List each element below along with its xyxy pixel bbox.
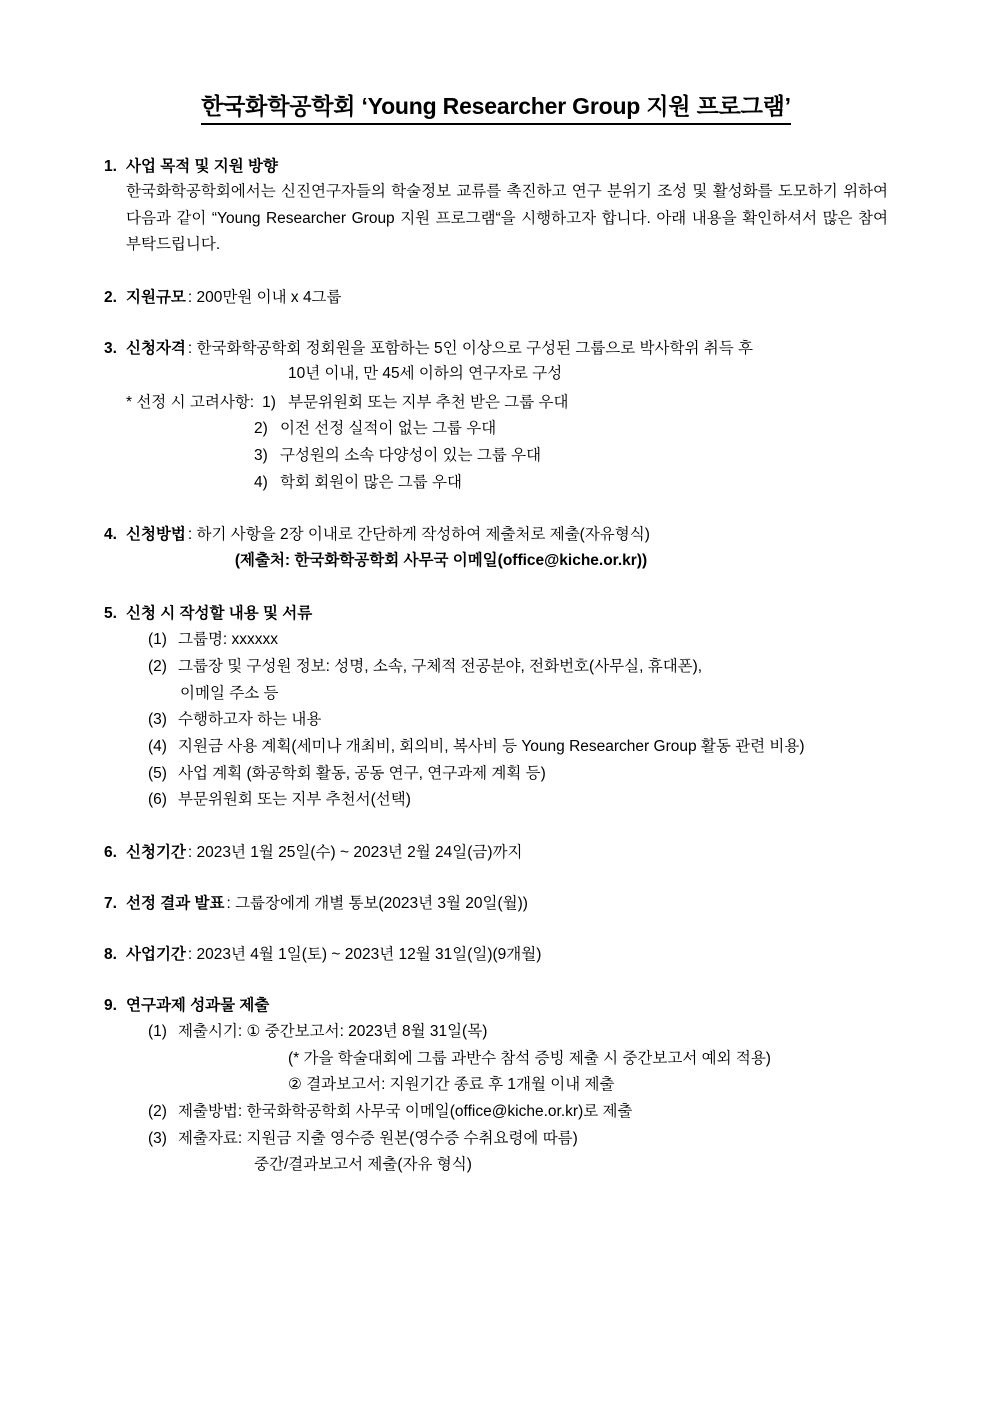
section-3-note-text-4: 학회 회원이 많은 그룹 우대 <box>280 473 462 491</box>
section-5 <box>104 602 888 814</box>
list-item <box>104 627 888 654</box>
section-4-number: 4. <box>104 526 117 544</box>
section-1 <box>104 155 888 259</box>
section-3-note-marker-1: 1) <box>262 393 276 411</box>
section-3-note-label: * 선정 시 고려사항: <box>126 393 255 411</box>
section-9-item-note-1: (* 가을 학술대회에 그룹 과반수 참석 증빙 제출 시 중간보고서 예외 적용) <box>288 1049 771 1067</box>
section-8-heading <box>104 943 888 967</box>
section-7-heading <box>104 892 888 916</box>
section-1-paragraph: 한국화학공학회에서는 신진연구자들의 학술정보 교류를 촉진하고 연구 분위기 조성 및 활성화를 도모하기 위하여 다음과 같이 “Young Researcher Group 지원 프로그램“을 시행하고자 합니다. 아래 내용을 확인하셔서 많은 참여 부탁드립니다. <box>126 183 888 254</box>
list-item <box>104 1099 888 1126</box>
section-3-note-text-1: 부문위원회 또는 지부 추천 받은 그룹 우대 <box>288 393 569 411</box>
section-2-number: 2. <box>104 288 117 306</box>
section-3-value: : 한국화학공학회 정회원을 포함하는 5인 이상으로 구성된 그룹으로 박사학위 취득 후 <box>187 340 753 357</box>
section-5-item-text-4: 지원금 사용 계획(세미나 개최비, 회의비, 복사비 등 Young Researcher Group 활동 관련 비용) <box>178 737 805 755</box>
section-6 <box>104 841 888 865</box>
section-8-label: 사업기간 <box>126 945 186 963</box>
section-9-item-3-continuation: 중간/결과보고서 제출(자유 형식) <box>254 1156 472 1174</box>
section-4-value: : 하기 사항을 2장 이내로 간단하게 작성하여 제출처로 제출(자유형식) <box>187 526 650 544</box>
section-7-label: 선정 결과 발표 <box>126 894 225 912</box>
section-5-item-text-2: 그룹장 및 구성원 정보: 성명, 소속, 구체적 전공분야, 전화번호(사무실, 휴대폰), <box>178 657 703 675</box>
section-3-note-row-2 <box>104 416 888 443</box>
section-3 <box>104 337 888 496</box>
section-3-note-marker-3: 3) <box>254 446 268 464</box>
section-5-item-marker-1: (1) <box>148 631 167 649</box>
section-5-label: 신청 시 작성할 내용 및 서류 <box>126 605 313 623</box>
section-4-submission-contact: (제출처: 한국화학공학회 사무국 이메일(office@kiche.or.kr)) <box>234 552 648 570</box>
section-6-number: 6. <box>104 843 117 861</box>
section-3-number: 3. <box>104 340 117 357</box>
section-5-item-text-1: 그룹명: xxxxxx <box>178 631 279 649</box>
section-3-note-text-3: 구성원의 소속 다양성이 있는 그룹 우대 <box>280 446 542 464</box>
section-9-heading <box>104 994 888 1018</box>
section-3-note-row-3 <box>104 443 888 470</box>
list-item <box>104 654 888 681</box>
list-item <box>104 707 888 734</box>
section-5-heading <box>104 602 888 626</box>
section-4 <box>104 523 888 575</box>
section-5-item-marker-4: (4) <box>148 737 167 755</box>
list-item <box>104 787 888 814</box>
section-7-value: : 그룹장에게 개별 통보(2023년 3월 20일(월)) <box>226 894 528 912</box>
section-9-item-note-2: ② 결과보고서: 지원기간 종료 후 1개월 이내 제출 <box>288 1076 615 1094</box>
section-3-note-row-4 <box>104 470 888 497</box>
section-3-note-row-1 <box>104 390 888 417</box>
section-1-number: 1. <box>104 158 117 175</box>
section-5-number: 5. <box>104 605 117 623</box>
section-2 <box>104 286 888 310</box>
section-5-item-text-3: 수행하고자 하는 내용 <box>178 711 322 729</box>
section-3-label: 신청자격 <box>126 340 186 357</box>
section-8-number: 8. <box>104 945 117 963</box>
section-9-item-marker-1: (1) <box>148 1022 167 1040</box>
section-8-value: : 2023년 4월 1일(토) ~ 2023년 12월 31일(일)(9개월) <box>187 945 542 963</box>
section-2-value: : 200만원 이내 x 4그룹 <box>187 288 342 306</box>
section-5-item-marker-5: (5) <box>148 764 167 782</box>
section-2-heading <box>104 286 888 310</box>
section-5-item-text-5: 사업 계획 (화공학회 활동, 공동 연구, 연구과제 계획 등) <box>178 764 546 782</box>
page-title-text: 한국화학공학회 ‘Young Researcher Group 지원 프로그램’ <box>201 88 791 125</box>
section-3-heading <box>104 337 888 361</box>
section-5-item-marker-6: (6) <box>148 791 167 809</box>
list-item <box>104 1126 888 1153</box>
section-9-item-marker-2: (2) <box>148 1102 167 1120</box>
section-6-value: : 2023년 1월 25일(수) ~ 2023년 2월 24일(금)까지 <box>187 843 523 861</box>
section-9-label: 연구과제 성과물 제출 <box>126 996 270 1014</box>
section-3-note-text-2: 이전 선정 실적이 없는 그룹 우대 <box>280 420 497 438</box>
section-9-item-text-2: 제출방법: 한국화학공학회 사무국 이메일(office@kiche.or.kr)로 제출 <box>178 1102 633 1120</box>
page-title <box>104 88 888 128</box>
section-6-label: 신청기간 <box>126 843 186 861</box>
section-1-heading <box>104 155 888 179</box>
section-4-heading <box>104 523 888 547</box>
section-3-note-marker-2: 2) <box>254 420 268 438</box>
list-item <box>104 761 888 788</box>
section-5-item-text-6: 부문위원회 또는 지부 추천서(선택) <box>178 791 411 809</box>
section-7 <box>104 892 888 916</box>
section-3-continuation: 10년 이내, 만 45세 이하의 연구자로 구성 <box>288 365 563 383</box>
section-5-item-2-continuation: 이메일 주소 등 <box>180 684 279 702</box>
section-5-item-marker-3: (3) <box>148 711 167 729</box>
section-1-label: 사업 목적 및 지원 방향 <box>126 158 278 175</box>
section-9 <box>104 994 888 1179</box>
list-item <box>104 734 888 761</box>
section-9-item-text-3: 제출자료: 지원금 지출 영수증 원본(영수증 수취요령에 따름) <box>178 1129 578 1147</box>
section-7-number: 7. <box>104 894 117 912</box>
section-5-item-marker-2: (2) <box>148 657 167 675</box>
section-9-item-marker-3: (3) <box>148 1129 167 1147</box>
section-6-heading <box>104 841 888 865</box>
section-9-number: 9. <box>104 996 117 1014</box>
section-4-label: 신청방법 <box>126 526 186 544</box>
section-2-label: 지원규모 <box>126 288 186 306</box>
list-item <box>104 1019 888 1046</box>
section-3-note-marker-4: 4) <box>254 473 268 491</box>
section-8 <box>104 943 888 967</box>
section-9-item-text-1: 제출시기: ① 중간보고서: 2023년 8월 31일(목) <box>178 1022 488 1040</box>
